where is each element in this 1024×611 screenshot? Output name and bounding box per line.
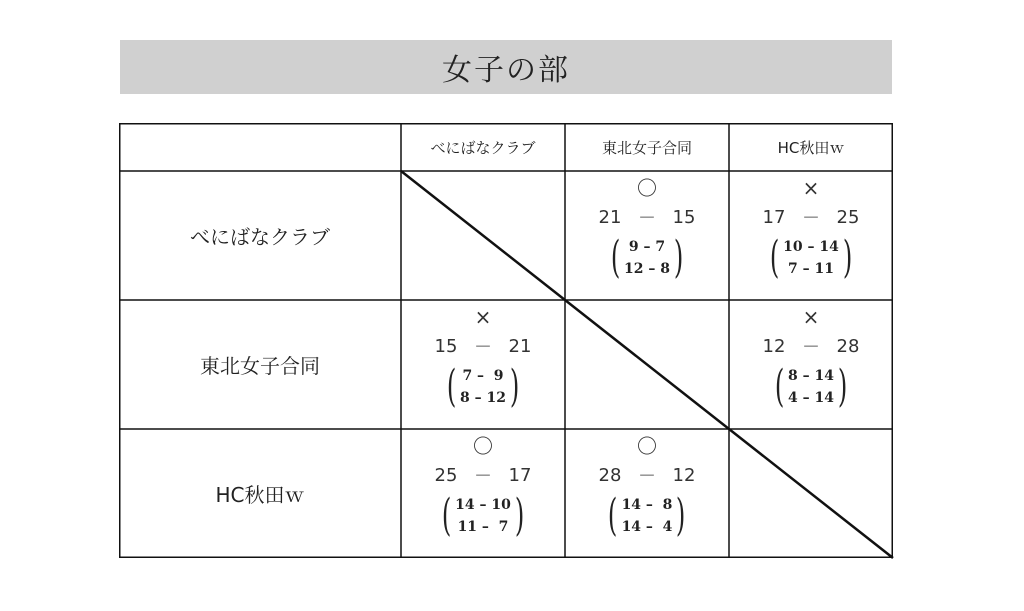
score-away: 17: [508, 464, 532, 486]
second-half-score: 14 – 4: [621, 519, 673, 535]
diagonal-self-match-1: [401, 171, 565, 300]
score-home: 15: [434, 335, 458, 357]
match-cell: [565, 433, 729, 539]
diagonal-self-match-3: [729, 429, 893, 558]
second-half-score: 4 – 14: [788, 390, 834, 406]
right-paren: ): [676, 490, 686, 541]
half-scores: [771, 361, 851, 412]
half-scores: [438, 490, 528, 541]
total-score: [431, 459, 535, 491]
right-paren: ): [837, 361, 848, 412]
first-half-score: 7 – 9: [462, 368, 504, 384]
score-home: 17: [762, 206, 786, 228]
second-half-score: 8 – 12: [460, 390, 506, 406]
match-cell: [401, 304, 565, 410]
total-score: [595, 201, 699, 233]
total-score: [595, 459, 699, 491]
left-paren: (: [608, 490, 618, 541]
score-home: 28: [598, 464, 622, 486]
half-scores: [607, 232, 687, 283]
half-scores: [443, 361, 523, 412]
score-home: 25: [434, 464, 458, 486]
half-scores: [604, 490, 689, 541]
score-dash: －: [638, 208, 656, 229]
result-mark: 〇: [637, 176, 657, 200]
match-cell: [401, 433, 565, 539]
result-mark: 〇: [637, 434, 657, 458]
result-mark: ×: [802, 305, 820, 329]
score-home: 21: [598, 206, 622, 228]
match-cell: [729, 304, 893, 410]
score-away: 15: [672, 206, 696, 228]
result-mark: ×: [474, 305, 492, 329]
left-paren: (: [774, 361, 785, 412]
result-mark: 〇: [473, 434, 493, 458]
left-paren: (: [441, 490, 452, 541]
diagonal-self-match-2: [565, 300, 729, 429]
right-paren: ): [514, 490, 525, 541]
half-scores: [766, 232, 856, 283]
results-table: [119, 123, 893, 558]
score-dash: －: [802, 208, 820, 229]
result-mark: ×: [802, 176, 820, 200]
score-dash: －: [638, 466, 656, 487]
total-score: [431, 330, 535, 362]
second-half-score: 11 – 7: [457, 519, 509, 535]
score-away: 21: [508, 335, 532, 357]
column-header-tohoku: 東北女子合同: [601, 138, 692, 157]
right-paren: ): [509, 361, 520, 412]
match-cell: [565, 175, 729, 281]
score-away: 25: [836, 206, 860, 228]
left-paren: (: [769, 232, 780, 283]
match-cell: [729, 175, 893, 281]
score-dash: －: [474, 466, 492, 487]
second-half-score: 12 – 8: [624, 261, 670, 277]
first-half-score: 14 – 10: [455, 497, 511, 513]
first-half-score: 9 – 7: [628, 239, 666, 255]
column-header-akita: HC秋田ｗ: [777, 138, 845, 157]
second-half-score: 7 – 11: [788, 261, 834, 277]
score-dash: －: [802, 337, 820, 358]
total-score: [759, 201, 863, 233]
left-paren: (: [446, 361, 457, 412]
section-title-bar: [120, 40, 892, 94]
right-paren: ): [673, 232, 684, 283]
section-title: 女子の部: [442, 53, 570, 88]
first-half-score: 14 – 8: [621, 497, 673, 513]
score-home: 12: [762, 335, 786, 357]
row-header-tohoku: 東北女子合同: [200, 354, 320, 378]
score-away: 28: [836, 335, 860, 357]
right-paren: ): [842, 232, 853, 283]
left-paren: (: [610, 232, 621, 283]
first-half-score: 10 – 14: [783, 239, 839, 255]
column-header-beni: べにばなクラブ: [430, 138, 536, 157]
score-dash: －: [474, 337, 492, 358]
total-score: [759, 330, 863, 362]
first-half-score: 8 – 14: [788, 368, 834, 384]
row-header-akita: HC秋田ｗ: [215, 483, 305, 507]
score-away: 12: [672, 464, 696, 486]
row-header-beni: べにばなクラブ: [190, 225, 330, 249]
